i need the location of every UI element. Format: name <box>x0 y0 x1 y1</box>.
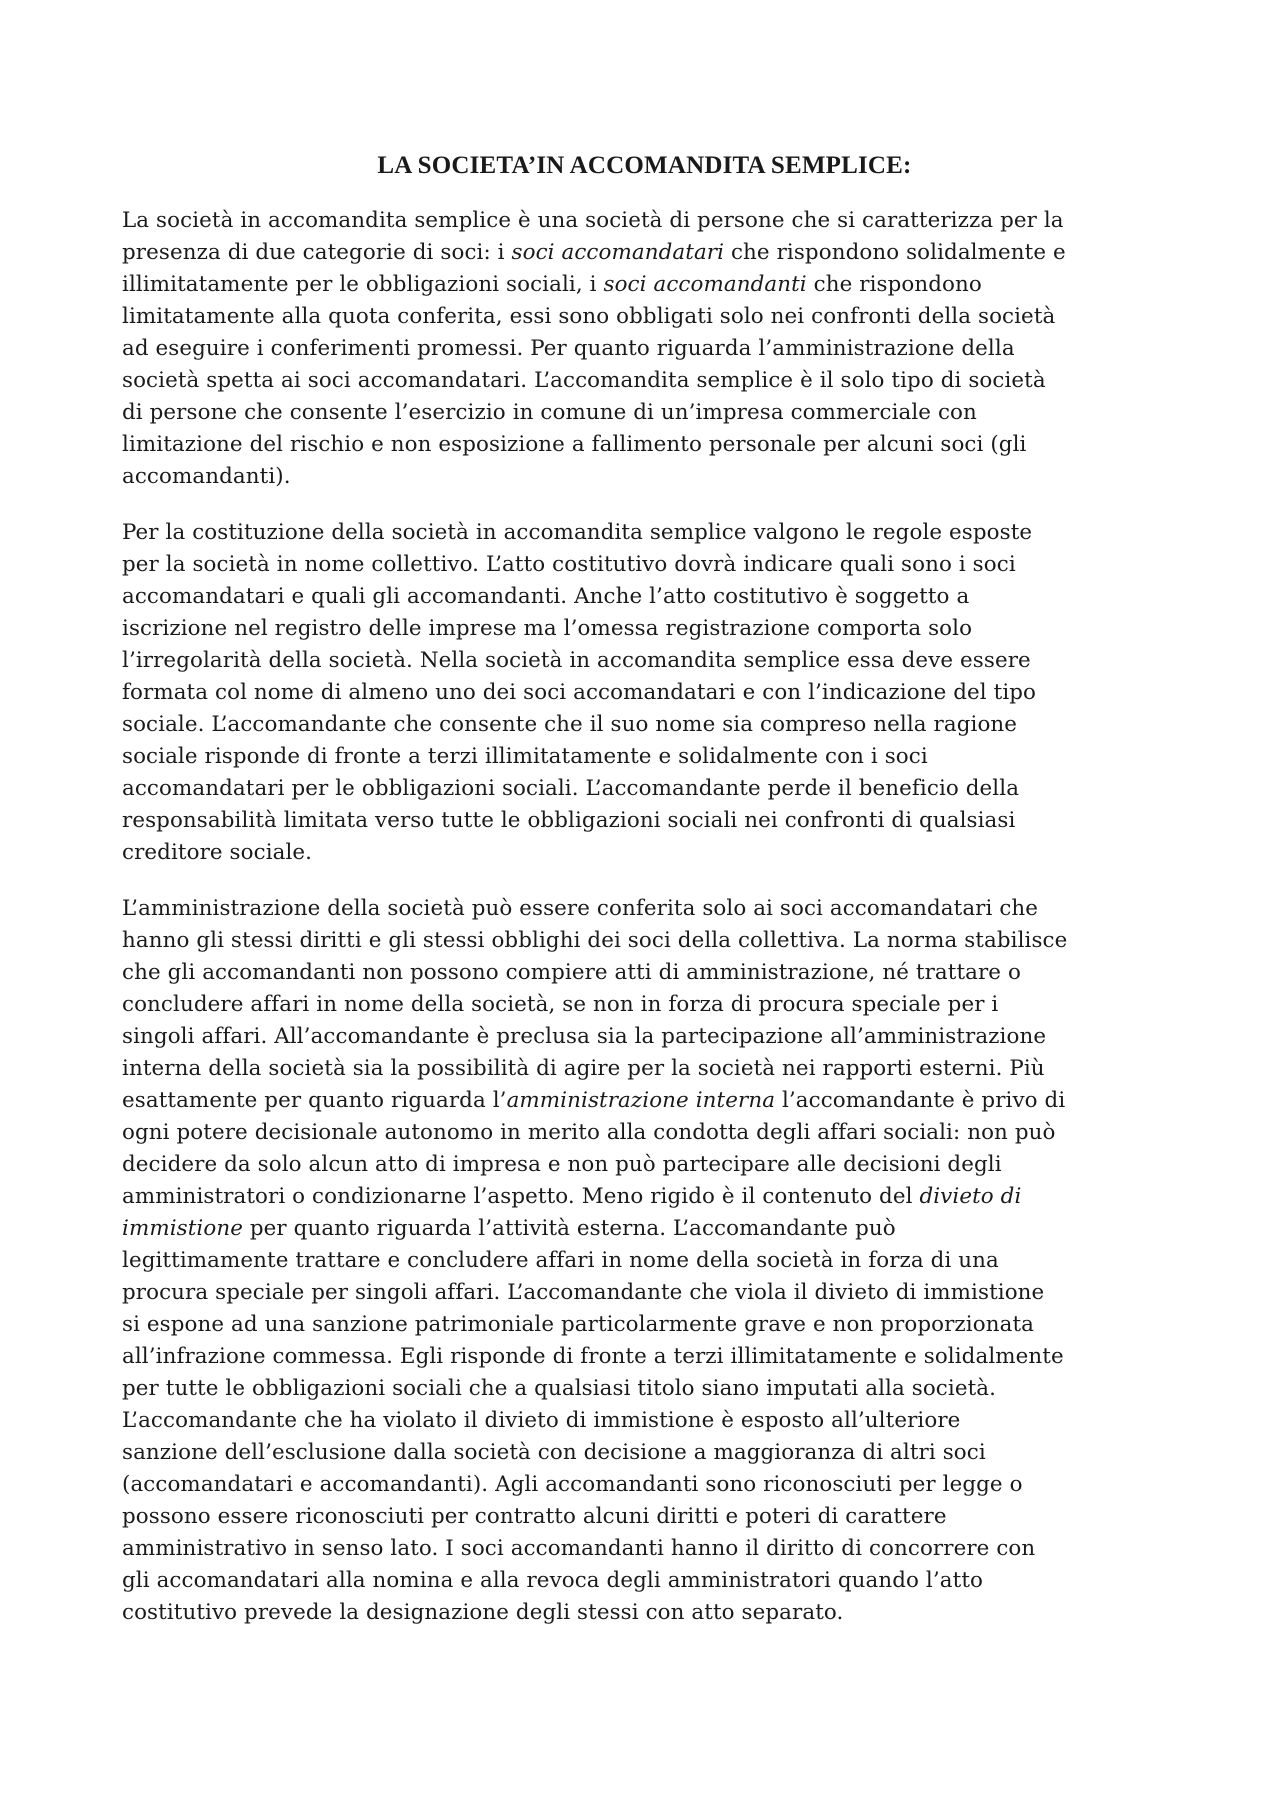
text-line <box>122 269 1167 301</box>
text-line <box>122 741 1167 773</box>
text-segment: che rispondono <box>806 272 982 297</box>
document-title: LA SOCIETA’IN ACCOMANDITA SEMPLICE: <box>377 152 912 179</box>
text-segment: esattamente per quanto riguarda l’ <box>122 1088 507 1113</box>
text-segment: ogni potere decisionale autonomo in merito alla condotta degli affari sociali: non può <box>122 1120 1056 1145</box>
text-segment: costitutivo prevede la designazione degli stessi con atto separato. <box>122 1600 844 1625</box>
text-line <box>122 1533 1167 1565</box>
text-segment: che rispondono solidalmente e <box>724 240 1066 265</box>
text-segment: limitatamente alla quota conferita, essi sono obbligati solo nei confronti della società <box>122 304 1056 329</box>
text-line <box>122 805 1167 837</box>
paragraph-2 <box>122 517 1167 869</box>
text-line <box>122 365 1167 397</box>
text-line <box>122 549 1167 581</box>
text-segment: sociale risponde di fronte a terzi illimitatamente e solidalmente con i soci <box>122 744 928 769</box>
text-line <box>122 1565 1167 1597</box>
text-segment: che gli accomandanti non possono compiere atti di amministrazione, né trattare o <box>122 960 1021 985</box>
text-segment: sociale. L’accomandante che consente che il suo nome sia compreso nella ragione <box>122 712 1018 737</box>
text-segment: La società in accomandita semplice è una società di persone che si caratterizza per la <box>122 208 1064 233</box>
text-segment: interna della società sia la possibilità di agire per la società nei rapporti esterni. Più <box>122 1056 1045 1081</box>
text-segment: iscrizione nel registro delle imprese ma l’omessa registrazione comporta solo <box>122 616 973 641</box>
text-segment: accomandanti). <box>122 464 291 489</box>
text-line <box>122 1597 1167 1629</box>
text-segment: amministratori o condizionarne l’aspetto. Meno rigido è il contenuto del <box>122 1184 920 1209</box>
text-line <box>122 1181 1167 1213</box>
text-segment: (accomandatari e accomandanti). Agli accomandanti sono riconosciuti per legge o <box>122 1472 1023 1497</box>
text-segment: per tutte le obbligazioni sociali che a qualsiasi titolo siano imputati alla società. <box>122 1376 997 1401</box>
text-segment: responsabilità limitata verso tutte le obbligazioni sociali nei confronti di qualsiasi <box>122 808 1016 833</box>
text-segment: ad eseguire i conferimenti promessi. Per quanto riguarda l’amministrazione della <box>122 336 1015 361</box>
text-segment: procura speciale per singoli affari. L’accomandante che viola il divieto di immistione <box>122 1280 1045 1305</box>
text-segment: creditore sociale. <box>122 840 313 865</box>
text-line <box>122 333 1167 365</box>
text-line <box>122 1085 1167 1117</box>
text-line <box>122 837 1167 869</box>
italic-term: immistione <box>122 1216 243 1241</box>
text-line <box>122 957 1167 989</box>
text-segment: per quanto riguarda l’attività esterna. L’accomandante può <box>242 1216 896 1241</box>
text-line <box>122 1405 1167 1437</box>
italic-term: soci accomandatari <box>511 240 725 265</box>
text-segment: per la società in nome collettivo. L’atto costitutivo dovrà indicare quali sono i soci <box>122 552 1016 577</box>
text-line <box>122 1021 1167 1053</box>
document-body <box>122 205 1167 1629</box>
text-line <box>122 1053 1167 1085</box>
text-line <box>122 1437 1167 1469</box>
text-segment: all’infrazione commessa. Egli risponde di fronte a terzi illimitatamente e solidalmente <box>122 1344 1064 1369</box>
italic-term: amministrazione interna <box>506 1088 776 1113</box>
text-segment: l’irregolarità della società. Nella società in accomandita semplice essa deve essere <box>122 648 1031 673</box>
text-segment: di persone che consente l’esercizio in comune di un’impresa commerciale con <box>122 400 977 425</box>
text-line <box>122 1373 1167 1405</box>
italic-term: soci accomandanti <box>603 272 807 297</box>
text-segment: sanzione dell’esclusione dalla società con decisione a maggioranza di altri soci <box>122 1440 986 1465</box>
text-segment: si espone ad una sanzione patrimoniale particolarmente grave e non proporzionata <box>122 1312 1035 1337</box>
text-line <box>122 429 1167 461</box>
text-segment: singoli affari. All’accomandante è preclusa sia la partecipazione all’amministrazione <box>122 1024 1047 1049</box>
text-line <box>122 1245 1167 1277</box>
text-segment: società spetta ai soci accomandatari. L’accomandita semplice è il solo tipo di società <box>122 368 1046 393</box>
text-segment: legittimamente trattare e concludere affari in nome della società in forza di una <box>122 1248 999 1273</box>
text-line <box>122 1277 1167 1309</box>
text-line <box>122 517 1167 549</box>
text-segment: hanno gli stessi diritti e gli stessi obblighi dei soci della collettiva. La norma stabilisce <box>122 928 1068 953</box>
text-line <box>122 925 1167 957</box>
text-segment: possono essere riconosciuti per contratto alcuni diritti e poteri di carattere <box>122 1504 947 1529</box>
paragraph-3 <box>122 893 1167 1629</box>
text-segment: decidere da solo alcun atto di impresa e non può partecipare alle decisioni degli <box>122 1152 1002 1177</box>
text-line <box>122 301 1167 333</box>
text-line <box>122 989 1167 1021</box>
text-segment: l’accomandante è privo di <box>775 1088 1066 1113</box>
document-page <box>122 150 1167 1653</box>
text-line <box>122 709 1167 741</box>
text-line <box>122 1149 1167 1181</box>
text-line <box>122 1309 1167 1341</box>
text-line <box>122 677 1167 709</box>
text-segment: limitazione del rischio e non esposizione a fallimento personale per alcuni soci (gli <box>122 432 1027 457</box>
text-line <box>122 1213 1167 1245</box>
text-segment: illimitatamente per le obbligazioni sociali, i <box>122 272 604 297</box>
text-segment: amministrativo in senso lato. I soci accomandanti hanno il diritto di concorrere con <box>122 1536 1036 1561</box>
text-line <box>122 1117 1167 1149</box>
text-segment: accomandatari e quali gli accomandanti. Anche l’atto costitutivo è soggetto a <box>122 584 970 609</box>
text-segment: accomandatari per le obbligazioni sociali. L’accomandante perde il beneficio della <box>122 776 1020 801</box>
text-line <box>122 1341 1167 1373</box>
text-line <box>122 581 1167 613</box>
text-line <box>122 893 1167 925</box>
text-line <box>122 613 1167 645</box>
text-line <box>122 773 1167 805</box>
text-line <box>122 1501 1167 1533</box>
text-segment: concludere affari in nome della società, se non in forza di procura speciale per i <box>122 992 999 1017</box>
text-line <box>122 461 1167 493</box>
text-line <box>122 645 1167 677</box>
text-segment: gli accomandatari alla nomina e alla revoca degli amministratori quando l’atto <box>122 1568 983 1593</box>
italic-term: divieto di <box>919 1184 1022 1209</box>
text-segment: L’amministrazione della società può essere conferita solo ai soci accomandatari che <box>122 896 1039 921</box>
paragraph-1 <box>122 205 1167 493</box>
text-segment: Per la costituzione della società in accomandita semplice valgono le regole esposte <box>122 520 1033 545</box>
text-segment: formata col nome di almeno uno dei soci accomandatari e con l’indicazione del tipo <box>122 680 1037 705</box>
text-line <box>122 205 1167 237</box>
text-line <box>122 237 1167 269</box>
text-line <box>122 1469 1167 1501</box>
text-segment: presenza di due categorie di soci: i <box>122 240 512 265</box>
text-line <box>122 397 1167 429</box>
text-segment: L’accomandante che ha violato il divieto di immistione è esposto all’ulteriore <box>122 1408 961 1433</box>
